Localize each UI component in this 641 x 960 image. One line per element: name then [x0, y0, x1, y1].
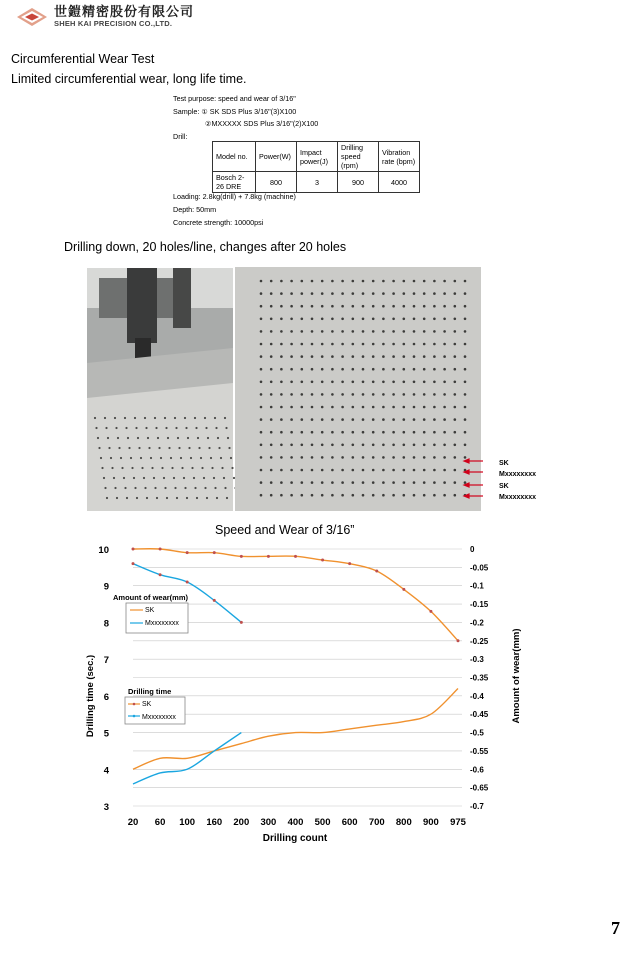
data-point-wear-mxxxxxxxx — [132, 562, 135, 565]
x-tick-label: 160 — [206, 817, 223, 828]
time-legend-title: Drilling time — [128, 687, 172, 696]
photo-label: SK — [499, 460, 509, 467]
photo-caption: Drilling down, 20 holes/line, changes after 20 holes — [64, 240, 347, 254]
y-left-tick-label: 10 — [98, 545, 109, 556]
data-point-wear-sk — [240, 555, 243, 558]
y-right-tick-label: -0.35 — [470, 673, 489, 683]
x-tick-label: 400 — [287, 817, 304, 828]
table-header: Vibration rate (bpm) — [379, 142, 420, 172]
x-tick-label: 500 — [314, 817, 331, 828]
drill-label: Drill: — [173, 131, 188, 141]
time-legend-sk: SK — [142, 701, 152, 708]
y-left-tick-label: 3 — [103, 802, 109, 813]
y-left-tick-label: 4 — [103, 765, 109, 777]
y-left-tick-label: 5 — [103, 728, 109, 740]
y-left-tick-label: 8 — [103, 618, 109, 630]
y-right-tick-label: -0.05 — [470, 563, 489, 573]
data-point-wear-sk — [186, 551, 189, 554]
test-purpose: Test purpose: speed and wear of 3/16" — [173, 94, 296, 103]
company-logo-icon — [16, 7, 48, 27]
table-cell: 800 — [256, 172, 297, 193]
table-header: Power(W) — [256, 142, 297, 172]
page-number: 7 — [611, 918, 620, 938]
photo-label: Mxxxxxxxx — [499, 494, 536, 501]
sample-1: Sample: ① SK SDS Plus 3/16"(3)X100 — [173, 106, 297, 116]
data-point-wear-sk — [457, 639, 460, 642]
x-tick-label: 800 — [395, 817, 412, 828]
data-point-wear-sk — [375, 570, 378, 573]
loading: Loading: 2.8kg(drill) + 7.8kg (machine) — [173, 192, 296, 201]
y-right-tick-label: -0.7 — [470, 802, 484, 811]
data-point-wear-mxxxxxxxx — [213, 599, 216, 602]
x-tick-label: 600 — [341, 817, 358, 828]
data-point-wear-sk — [267, 555, 270, 558]
table-header: Impact power(J) — [297, 142, 338, 172]
y-right-tick-label: -0.6 — [470, 765, 484, 775]
x-tick-label: 700 — [368, 817, 385, 828]
arrow-icons — [463, 457, 483, 505]
y-right-tick-label: -0.15 — [470, 600, 489, 610]
x-tick-label: 900 — [422, 817, 439, 828]
x-tick-label: 300 — [260, 817, 277, 828]
y-right-tick-label: -0.5 — [470, 728, 484, 738]
x-tick-label: 60 — [154, 817, 166, 828]
x-tick-label: 975 — [450, 817, 466, 828]
y-right-tick-label: -0.45 — [470, 710, 489, 720]
y-right-tick-label: -0.65 — [470, 783, 489, 793]
data-point-wear-sk — [213, 551, 216, 554]
y-right-tick-label: -0.55 — [470, 746, 489, 756]
x-tick-label: 200 — [233, 817, 250, 828]
y-left-tick-label: 6 — [103, 691, 109, 703]
time-legend-mx: Mxxxxxxxx — [142, 714, 176, 721]
chart-caption: Speed and Wear of 3/16” — [215, 523, 355, 537]
x-axis-label: Drilling count — [262, 833, 328, 844]
table-header: Drilling speed (rpm) — [338, 142, 379, 172]
test-conditions — [173, 191, 296, 229]
table-row — [213, 172, 420, 193]
data-point-wear-sk — [294, 555, 297, 558]
y-right-tick-label: -0.2 — [470, 618, 484, 628]
y-right-tick-label: -0.1 — [470, 581, 484, 591]
photo-label: SK — [499, 483, 509, 490]
y-left-tick-label: 7 — [103, 655, 109, 667]
depth: Depth: 50mm — [173, 204, 217, 214]
photo-label: Mxxxxxxxx — [499, 471, 536, 478]
section-title: Circumferential Wear Test — [11, 52, 155, 66]
table-cell: Bosch 2-26 DRE — [213, 172, 256, 193]
table-cell: 900 — [338, 172, 379, 193]
table-header-row — [213, 142, 420, 172]
table-header: Model no. — [213, 142, 256, 172]
data-point-wear-sk — [159, 548, 162, 551]
table-cell: 3 — [297, 172, 338, 193]
y-right-tick-label: -0.4 — [470, 691, 484, 701]
table-cell: 4000 — [379, 172, 420, 193]
wear-legend-box — [126, 603, 188, 633]
drill-spec-table — [212, 141, 420, 193]
company-name-en: SHEH KAI PRECISION CO.,LTD. — [54, 19, 173, 29]
y-right-tick-label: -0.3 — [470, 655, 484, 665]
test-spec — [173, 93, 318, 143]
data-point-wear-mxxxxxxxx — [159, 573, 162, 576]
x-tick-label: 100 — [179, 817, 196, 828]
y-right-tick-label: -0.25 — [470, 636, 489, 646]
y-axis-left-label: Drilling time (sec.) — [85, 654, 96, 738]
wear-legend-sk: SK — [145, 607, 155, 614]
data-point-wear-mxxxxxxxx — [186, 581, 189, 584]
concrete-strength: Concrete strength: 10000psi — [173, 217, 264, 227]
speed-wear-chart — [80, 536, 520, 846]
data-point-wear-sk — [402, 588, 405, 591]
x-tick-label: 20 — [127, 817, 139, 828]
drilling-machine-photo — [87, 268, 233, 511]
y-right-tick-label: 0 — [470, 545, 475, 554]
data-point-wear-sk — [348, 562, 351, 565]
data-point-wear-sk — [132, 548, 135, 551]
company-logo — [16, 6, 194, 28]
wear-legend-title: Amount of wear(mm) — [113, 593, 188, 602]
sample-2: ②MXXXXX SDS Plus 3/16"(2)X100 — [205, 119, 319, 129]
concrete-holes-photo — [235, 267, 481, 511]
y-axis-right-label: Amount of wear(mm) — [511, 628, 522, 724]
section-subtitle: Limited circumferential wear, long life time. — [11, 72, 247, 86]
data-point-wear-sk — [429, 610, 432, 613]
company-name-cn: 世鎧精密股份有限公司 — [54, 5, 195, 21]
data-point-wear-sk — [321, 559, 324, 562]
y-left-tick-label: 9 — [103, 581, 109, 593]
wear-legend-mx: Mxxxxxxxx — [145, 620, 179, 627]
data-point-wear-mxxxxxxxx — [240, 621, 243, 624]
